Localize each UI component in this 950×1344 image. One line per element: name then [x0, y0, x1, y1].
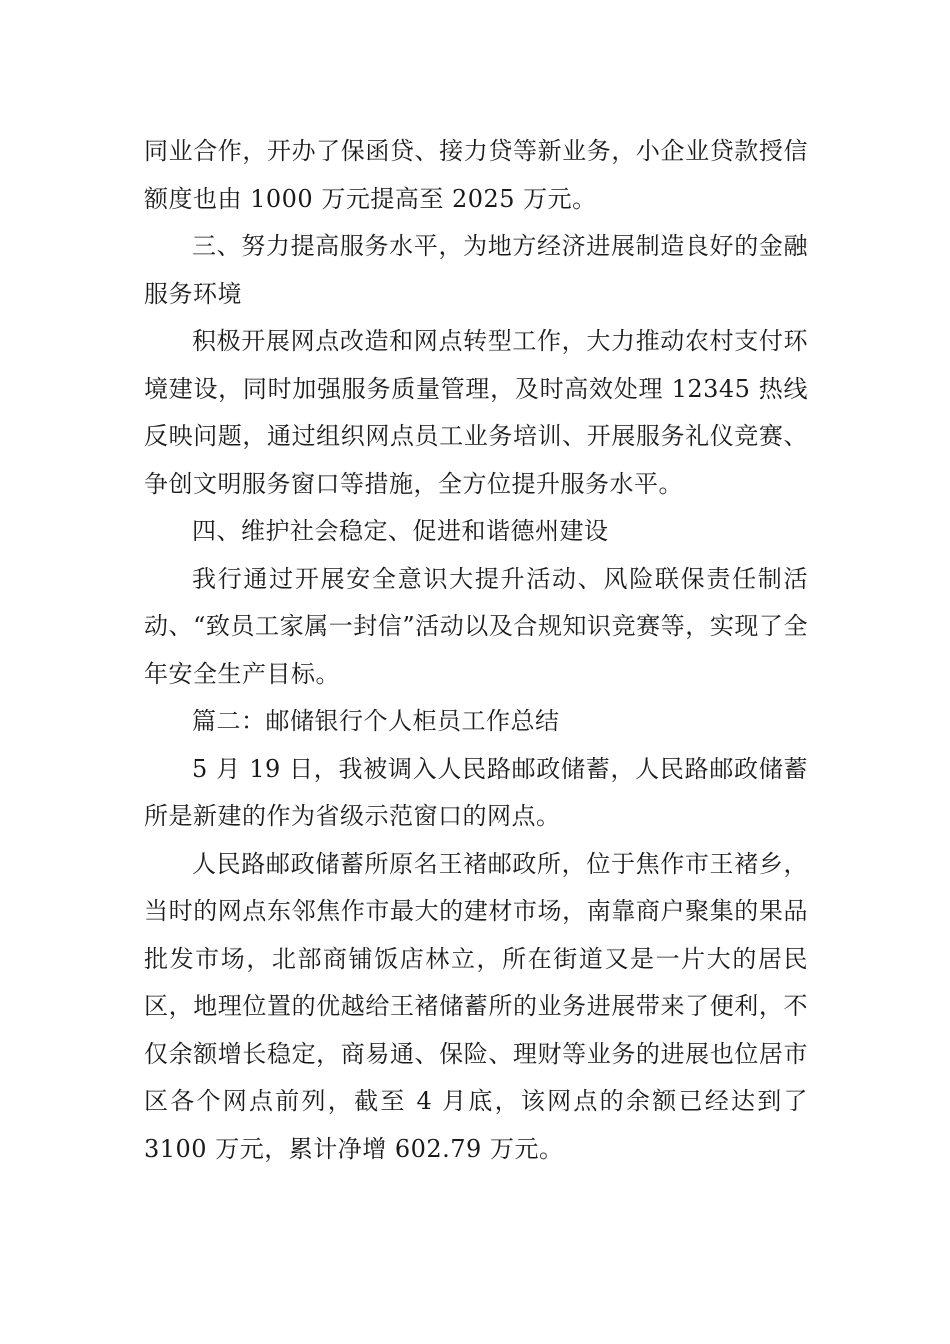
paragraph-transfer-date: 5 月 19 日，我被调入人民路邮政储蓄，人民路邮政储蓄所是新建的作为省级示范窗口的网点。 [144, 754, 808, 830]
document-body [144, 128, 808, 1173]
heading-improve-service: 三、努力提高服务水平，为地方经济进展制造良好的金融服务环境 [144, 232, 808, 308]
paragraph-safety-activities: 我行通过开展安全意识大提升活动、风险联保责任制活动、“致员工家属一封信”活动以及合规知识竞赛等，实现了全年安全生产目标。 [144, 564, 808, 688]
section-title-part-two: 篇二：邮储银行个人柜员工作总结 [192, 707, 560, 735]
paragraph-service-upgrade: 积极开展网点改造和网点转型工作，大力推动农村支付环境建设，同时加强服务质量管理，及时高效处理 12345 热线反映问题，通过组织网点员工业务培训、开展服务礼仪竞赛、争创文明服务窗口等措施，全方位提升服务水平。 [144, 327, 808, 498]
paragraph-branch-history: 人民路邮政储蓄所原名王褚邮政所，位于焦作市王褚乡，当时的网点东邻焦作市最大的建材市场，南靠商户聚集的果品批发市场，北部商铺饭店林立，所在街道又是一片大的居民区，地理位置的优越给王褚储蓄所的业务进展带来了便利，不 仅余额增长稳定，商易通、保险、理财等业务的进展也位居市区各个网点前列，截至 4 月底，该网点的余额已经达到了 3100 万元，累计净增 602.79 万元。 [144, 849, 808, 1163]
heading-social-stability: 四、维护社会稳定、促进和谐德州建设 [192, 517, 609, 545]
paragraph-loan-business: 同业合作，开办了保函贷、接力贷等新业务，小企业贷款授信额度也由 1000 万元提高至 2025 万元。 [144, 137, 808, 213]
